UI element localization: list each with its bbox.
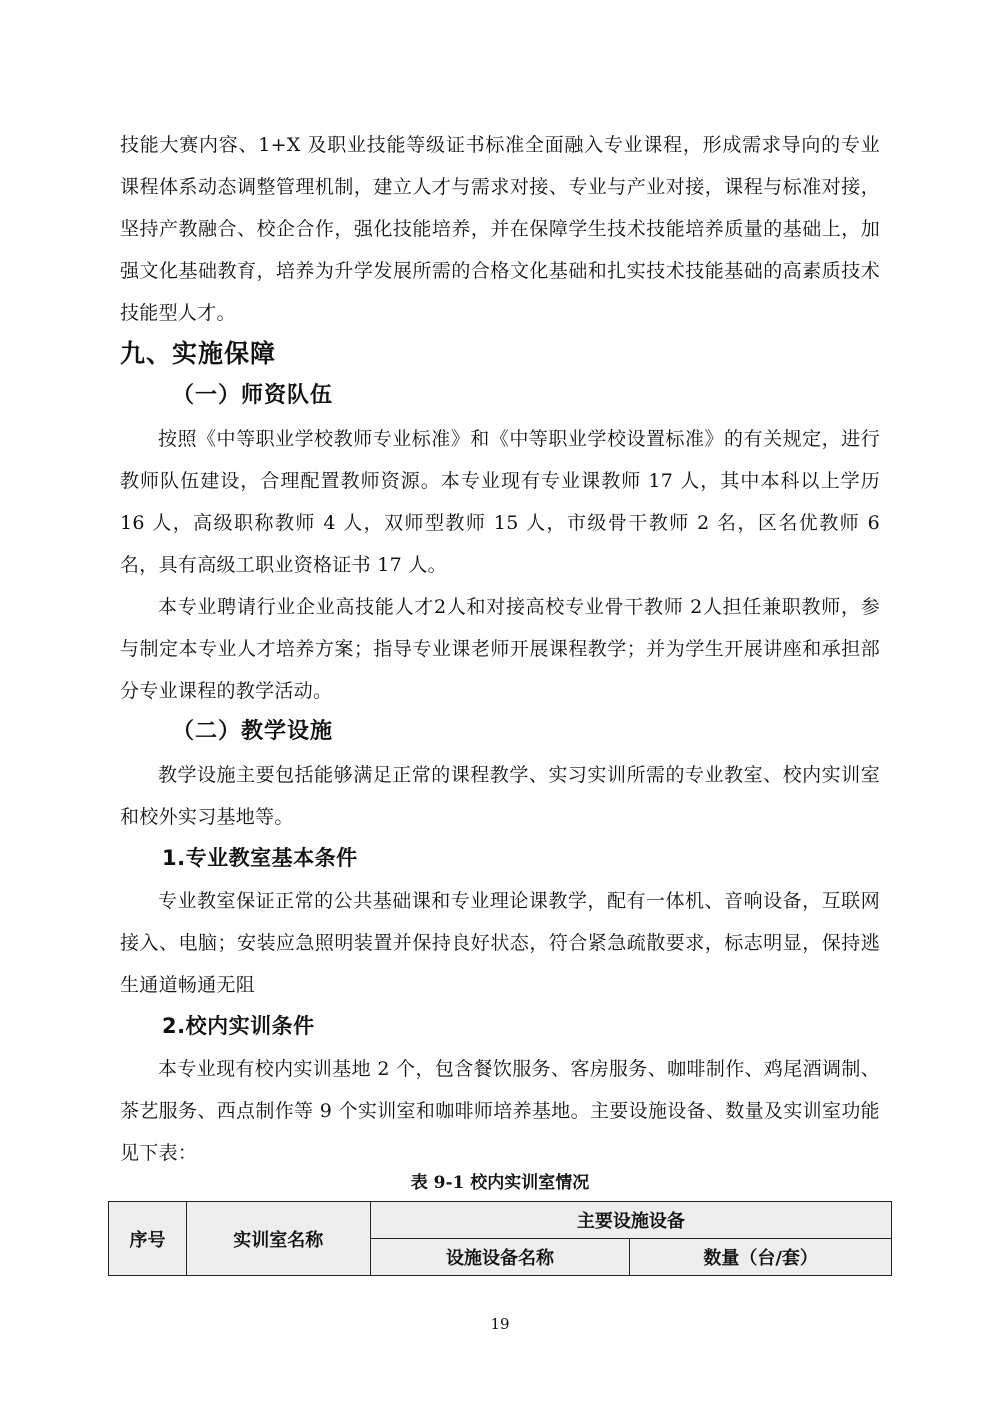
header-equipment-name: 设施设备名称 xyxy=(370,1239,630,1276)
classroom-paragraph: 专业教室保证正常的公共基础课和专业理论课教学，配有一体机、音响设备，互联网接入、电脑；安装应急照明装置并保持良好状态，符合紧急疏散要求，标志明显，保持逃生通道畅通无阻 xyxy=(120,890,880,996)
heading-classroom-conditions: 1.专业教室基本条件 xyxy=(162,846,358,870)
header-room-name: 实训室名称 xyxy=(186,1202,370,1276)
section-heading-implementation: 九、实施保障 xyxy=(120,339,277,368)
training-rooms-table xyxy=(108,1201,892,1276)
subsection-heading-facilities: （二）教学设施 xyxy=(172,719,334,744)
training-paragraph: 本专业现有校内实训基地 2 个，包含餐饮服务、客房服务、咖啡制作、鸡尾酒调制、茶艺服务、西点制作等 9 个实训室和咖啡师培养基地。主要设施设备、数量及实训室功能见下表： xyxy=(120,1058,880,1164)
intro-paragraph: 技能大赛内容、1+X 及职业技能等级证书标准全面融入专业课程，形成需求导向的专业课程体系动态调整管理机制，建立人才与需求对接、专业与产业对接，课程与标准对接，坚持产教融合、校企合作，强化技能培养，并在保障学生技术技能培养质量的基础上，加强文化基础教育，培养为升学发展所需的合格文化基础和扎实技术技能基础的高素质技术技能型人才。 xyxy=(120,134,880,324)
subsection-heading-faculty: （一）师资队伍 xyxy=(172,383,334,408)
heading-training-conditions: 2.校内实训条件 xyxy=(162,1014,315,1038)
header-quantity: 数量（台/套） xyxy=(630,1239,892,1276)
faculty-paragraph-2: 本专业聘请行业企业高技能人才2人和对接高校专业骨干教师 2人担任兼职教师，参与制定本专业人才培养方案；指导专业课老师开展课程教学；并为学生开展讲座和承担部分专业课程的教学活动。 xyxy=(120,596,880,702)
table-caption: 表 9-1 校内实训室情况 xyxy=(410,1173,590,1193)
header-index: 序号 xyxy=(109,1202,187,1276)
header-main-equipment: 主要设施设备 xyxy=(370,1202,891,1239)
faculty-paragraph-1: 按照《中等职业学校教师专业标准》和《中等职业学校设置标准》的有关规定，进行教师队伍建设，合理配置教师资源。本专业现有专业课教师 17 人，其中本科以上学历 16 人，高级职称教师 4 人，双师型教师 15 人，市级骨干教师 2 名，区名优教师 6 名，具有高级工职业资格证书 17 人。 xyxy=(120,428,880,576)
facilities-paragraph: 教学设施主要包括能够满足正常的课程教学、实习实训所需的专业教室、校内实训室和校外实习基地等。 xyxy=(120,764,880,828)
table-header-row xyxy=(109,1202,892,1239)
page-number: 19 xyxy=(490,1315,510,1333)
